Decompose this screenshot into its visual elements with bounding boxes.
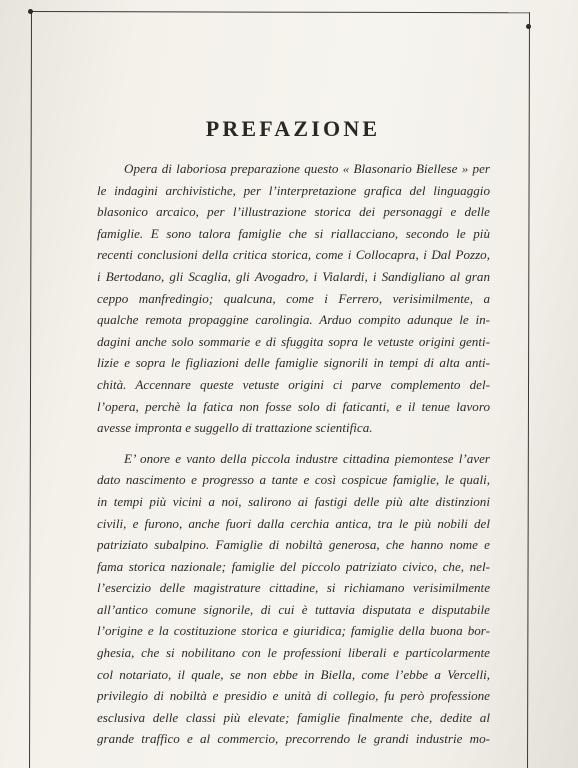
paragraph-1-line-2: le indagini archivistiche, per l’interpretazione grafica del linguaggio <box>97 182 490 198</box>
paragraph-1-line-11: chità. Accennare queste vetuste origini ci parve complemento del- <box>97 376 490 392</box>
paragraph-1-line-13: avesse impronta e suggello di trattazione scientifica. <box>97 420 373 436</box>
paragraph-1-line-4: famiglie. E sono talora famiglie che si riallacciano, secondo le più <box>97 225 490 241</box>
paragraph-2-line-8: all’antico comune signorile, di cui è tuttavia disputata e disputabile <box>97 601 490 617</box>
paragraph-1-line-7: ceppo manfredingio; qualcuna, come i Ferrero, verisimilmente, a <box>97 290 490 306</box>
paragraph-2-line-9: l’origine e la costituzione storica e giuridica; famiglie della buona bor- <box>97 623 490 639</box>
paragraph-2-line-1: E’ onore e vanto della piccola industre cittadina piemontese l’aver <box>124 450 490 466</box>
paragraph-1-line-8: qualche remota propaggine carolingia. Arduo compito adunque le in- <box>97 312 490 328</box>
paragraph-2-line-3: in tempi più vicini a noi, salirono ai fastigi delle più alte distinzioni <box>97 493 490 509</box>
frame-corner-ornament-right <box>526 24 531 29</box>
paragraph-2-line-14: grande traffico e al commercio, precorrendo le grandi industrie mo- <box>97 731 490 747</box>
paragraph-2-line-7: l’esercizio delle magistrature cittadine, si richiamano verisimilmente <box>97 580 490 596</box>
paragraph-1-line-12: l’opera, perchè la fatica non fosse solo di faticanti, e il tenue lavoro <box>97 398 490 414</box>
paragraph-2-line-4: civili, e furono, anche fuori dalla cerchia antica, tra le più nobili del <box>97 515 490 531</box>
paragraph-1-line-5: recenti conclusioni della critica storica, come i Collocapra, i Dal Pozzo, <box>97 247 490 263</box>
paragraph-1-line-3: blasonico arcaico, per l’illustrazione storica dei personaggi e delle <box>97 204 490 220</box>
paragraph-2-line-5: patriziato subalpino. Famiglie di nobiltà generosa, che hanno nome e <box>97 537 490 553</box>
paragraph-2-line-13: esclusiva delle classi più elevate; famiglie finalmente che, dedite al <box>97 709 490 725</box>
paragraph-2-line-11: col notariato, il quale, se non ebbe in Biella, come l’ebbe a Vercelli, <box>97 666 490 682</box>
paragraph-2-line-12: privilegio di nobiltà e presidio e unità di collegio, fu però professione <box>97 688 490 704</box>
paragraph-1-line-1: Opera di laboriosa preparazione questo « Blasonario Biellese » per <box>124 161 490 176</box>
page-title: PREFAZIONE <box>205 116 381 141</box>
paragraph-1-line-9: dagini anche solo sommarie e di sfuggita sopra le vetuste origini genti- <box>97 333 490 349</box>
paragraph-2-line-2: dato nascimento e progresso a tante e così cospicue famiglie, le quali, <box>97 472 490 488</box>
frame-corner-ornament-left <box>28 9 33 14</box>
paragraph-2-line-6: fama storica nazionale; famiglie del piccolo patriziato civico, che, nel- <box>97 558 490 574</box>
paragraph-2-line-10: ghesia, che si nobilitano con le professioni liberali e particolarmente <box>97 645 490 661</box>
paragraph-1-line-6: i Bertodano, gli Scaglia, gli Avogadro, i Vialardi, i Sandigliano al gran <box>97 268 490 284</box>
paragraph-1-line-10: lizie e sopra le figliazioni delle famiglie signorili in tempi di alta anti- <box>97 355 490 371</box>
preface-body-text <box>97 158 490 750</box>
